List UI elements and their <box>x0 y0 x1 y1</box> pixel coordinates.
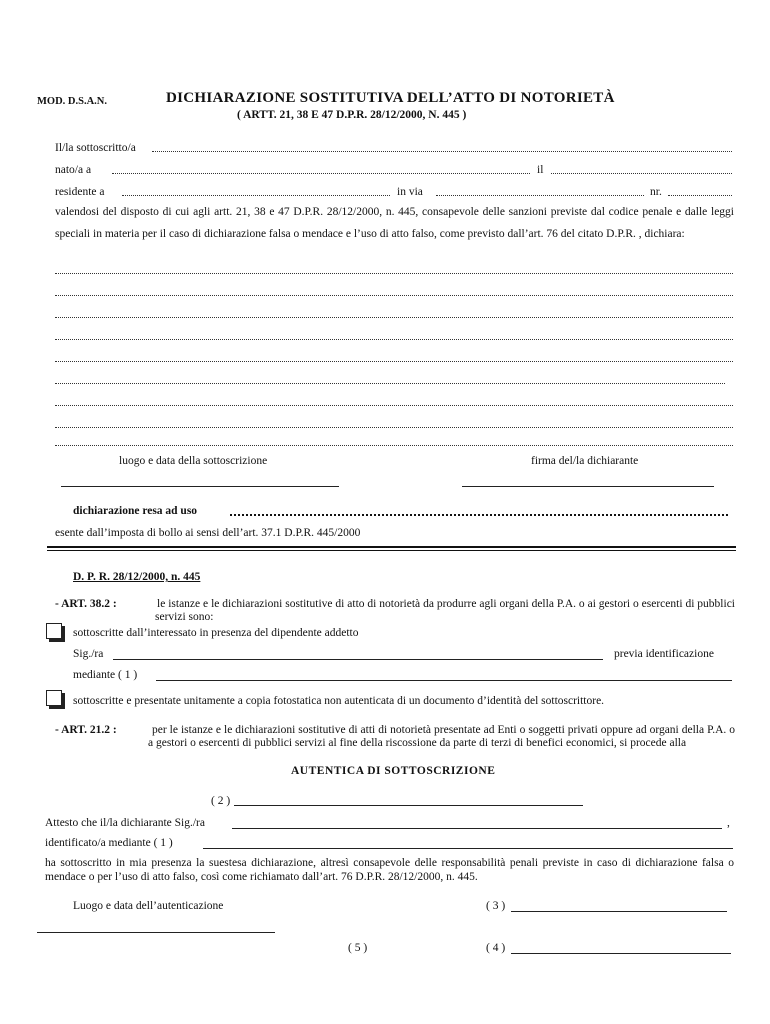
dichiara-line[interactable] <box>55 338 733 340</box>
luogo-autenticazione-line[interactable] <box>37 932 275 933</box>
mediante-line[interactable] <box>156 680 732 681</box>
numero-civico-field[interactable] <box>668 194 732 196</box>
dichiara-line[interactable] <box>55 294 733 296</box>
separator <box>47 550 736 551</box>
data-nascita-field[interactable] <box>551 172 732 174</box>
luogo-data-line[interactable] <box>61 486 339 487</box>
comma: , <box>727 817 730 829</box>
option2-checkbox[interactable] <box>46 690 62 706</box>
residenza-field[interactable] <box>122 194 390 196</box>
via-label: in via <box>397 186 423 198</box>
option1-checkbox[interactable] <box>46 623 62 639</box>
nato-label: nato/a a <box>55 164 92 176</box>
art21-text: per le istanze e le dichiarazioni sostitutive di atti di notorietà presentate ad Enti o soggetti privati oppure ad organi della P.A. o a gestori o esercenti di pubblici servizi al fine della riscossione da parte di terzi di benefici economici, si procede alla <box>148 724 735 749</box>
via-field[interactable] <box>436 194 644 196</box>
autentica-heading: AUTENTICA DI SOTTOSCRIZIONE <box>291 765 496 777</box>
sigra-line[interactable] <box>113 659 603 660</box>
option2-text: sottoscritte e presentate unitamente a copia fotostatica non autenticata di un documento d’identità del sottoscrittore. <box>73 695 605 707</box>
ref-3: ( 3 ) <box>486 900 506 912</box>
document-title: DICHIARAZIONE SOSTITUTIVA DELL’ATTO DI NOTORIETÀ <box>166 90 615 106</box>
dichiara-line[interactable] <box>55 444 733 446</box>
firma-line[interactable] <box>462 486 714 487</box>
art38-text: le istanze e le dichiarazioni sostitutive di atto di notorietà da produrre agli organi della P.A. o ai gestori o esercenti di pubblici servizi sono: <box>155 598 735 623</box>
sigra-label: Sig./ra <box>73 648 104 660</box>
dichiara-line[interactable] <box>55 404 733 406</box>
luogo-autenticazione-label: Luogo e data dell’autenticazione <box>73 900 224 912</box>
dichiara-line[interactable] <box>55 272 733 274</box>
art21-label: - ART. 21.2 : <box>55 724 117 736</box>
esente-text: esente dall’imposta di bollo ai sensi dell’art. 37.1 D.P.R. 445/2000 <box>55 527 361 539</box>
mediante-label: mediante ( 1 ) <box>73 669 138 681</box>
separator <box>47 546 736 548</box>
dichiara-line[interactable] <box>55 360 733 362</box>
dichiarazione-resa-label: dichiarazione resa ad uso <box>73 505 198 517</box>
residente-label: residente a <box>55 186 105 198</box>
ref-2: ( 2 ) <box>211 795 231 807</box>
final-text: ha sottoscritto in mia presenza la suestesa dichiarazione, altresì consapevole delle responsabilità penali previste in caso di dichiarazione falsa o mendace o per l’uso di atto falso, così come richiamato dall’art. 76 D.P.R. 28/12/2000, n. 445. <box>45 857 734 883</box>
dpr-heading: D. P. R. 28/12/2000, n. 445 <box>73 571 201 583</box>
previa-label: previa identificazione <box>614 648 714 660</box>
ref4-line[interactable] <box>511 953 731 954</box>
identificato-label: identificato/a mediante ( 1 ) <box>45 837 173 849</box>
identificato-line[interactable] <box>203 848 733 849</box>
sottoscritto-field[interactable] <box>152 150 732 152</box>
attesto-line[interactable] <box>232 828 722 829</box>
document-subtitle: ( ARTT. 21, 38 E 47 D.P.R. 28/12/2000, N. 445 ) <box>237 109 467 121</box>
ref-5: ( 5 ) <box>348 942 368 954</box>
uso-field[interactable] <box>230 513 728 516</box>
preamble-text: valendosi del disposto di cui agli artt. 21, 38 e 47 D.P.R. 28/12/2000, n. 445, consapevole delle sanzioni previste dal codice penale e dalle leggi speciali in materia per il caso di dichiarazione falsa o mendace e l’uso di atto falso, come previsto dall’art. 76 del citato D.P.R. , dichiara: <box>55 206 734 240</box>
sottoscritto-label: Il/la sottoscritto/a <box>55 142 136 154</box>
ref-4: ( 4 ) <box>486 942 506 954</box>
luogo-data-label: luogo e data della sottoscrizione <box>119 455 268 467</box>
autenticante-line[interactable] <box>234 805 583 806</box>
firma-label: firma del/la dichiarante <box>531 455 639 467</box>
luogo-nascita-field[interactable] <box>112 172 530 174</box>
art38-label: - ART. 38.2 : <box>55 598 117 610</box>
dichiara-line[interactable] <box>55 316 733 318</box>
form-code: MOD. D.S.A.N. <box>37 96 107 107</box>
il-label: il <box>537 164 544 176</box>
nr-label: nr. <box>650 186 662 198</box>
attesto-label: Attesto che il/la dichiarante Sig./ra <box>45 817 205 829</box>
ref3-line[interactable] <box>511 911 727 912</box>
option1-text: sottoscritte dall’interessato in presenza del dipendente addetto <box>73 627 359 639</box>
dichiara-line[interactable] <box>55 426 733 428</box>
dichiara-line[interactable] <box>55 382 725 384</box>
